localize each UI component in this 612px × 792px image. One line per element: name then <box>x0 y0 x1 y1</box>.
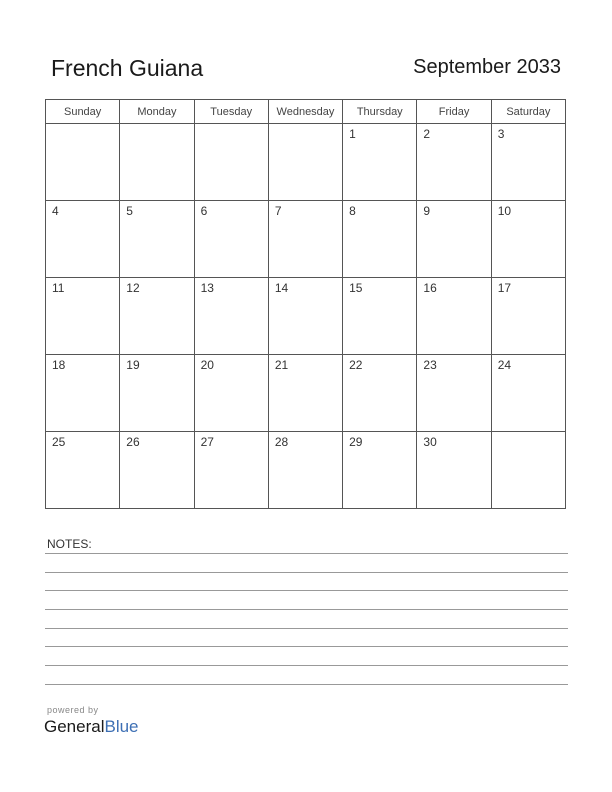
day-number: 12 <box>126 281 140 295</box>
day-cell <box>343 278 417 355</box>
day-cell <box>491 124 565 201</box>
day-cell <box>491 432 565 509</box>
day-number: 20 <box>200 358 214 372</box>
day-number: 7 <box>274 204 282 218</box>
day-number: 10 <box>497 204 512 218</box>
day-cell <box>46 124 120 201</box>
week-row <box>46 432 566 509</box>
day-cell <box>120 355 194 432</box>
day-number: 21 <box>274 358 289 372</box>
day-number: 26 <box>126 435 140 449</box>
day-number: 24 <box>497 358 512 372</box>
day-cell <box>120 432 194 509</box>
day-cell <box>120 278 194 355</box>
day-cell <box>343 432 417 509</box>
day-number: 14 <box>274 281 289 295</box>
note-line <box>45 628 568 629</box>
day-cell <box>194 355 268 432</box>
note-line <box>45 572 568 573</box>
day-number: 28 <box>274 435 289 449</box>
powered-by-text: powered by <box>47 705 99 715</box>
day-cell <box>120 124 194 201</box>
day-number: 29 <box>349 435 363 449</box>
day-cell <box>194 201 268 278</box>
note-line <box>45 665 568 666</box>
week-row <box>46 278 566 355</box>
weekday-monday: Monday <box>120 100 194 124</box>
day-number: 17 <box>497 281 512 295</box>
day-number: 13 <box>200 281 214 295</box>
note-line <box>45 646 568 647</box>
day-cell <box>268 355 342 432</box>
day-cell <box>268 124 342 201</box>
note-line <box>45 609 568 610</box>
weekday-thursday: Thursday <box>343 100 417 124</box>
weekday-tuesday: Tuesday <box>194 100 268 124</box>
day-number: 9 <box>423 204 431 218</box>
day-cell <box>417 432 491 509</box>
day-cell <box>417 355 491 432</box>
region-title: French Guiana <box>51 55 204 81</box>
day-cell <box>46 355 120 432</box>
week-row <box>46 201 566 278</box>
note-line <box>45 553 568 554</box>
day-number: 8 <box>349 204 356 218</box>
day-cell <box>491 355 565 432</box>
day-cell <box>120 201 194 278</box>
day-cell <box>343 355 417 432</box>
day-cell <box>417 201 491 278</box>
note-line <box>45 590 568 591</box>
day-number: 2 <box>423 127 431 141</box>
day-cell <box>46 278 120 355</box>
weekday-sunday: Sunday <box>46 100 120 124</box>
calendar-grid <box>45 99 566 509</box>
brand-blue: Blue <box>104 717 139 736</box>
day-cell <box>343 124 417 201</box>
day-cell <box>268 432 342 509</box>
day-cell <box>268 278 342 355</box>
day-cell <box>491 278 565 355</box>
month-year-title: September 2033 <box>413 56 561 78</box>
day-cell <box>194 124 268 201</box>
day-number: 22 <box>349 358 363 372</box>
day-number: 27 <box>200 435 214 449</box>
day-number: 18 <box>52 358 66 372</box>
day-number: 16 <box>423 281 437 295</box>
week-row <box>46 124 566 201</box>
day-cell <box>46 432 120 509</box>
day-number: 5 <box>126 204 133 218</box>
day-number: 30 <box>423 435 437 449</box>
brand-general: General <box>44 717 105 736</box>
day-number: 25 <box>52 435 66 449</box>
day-number: 4 <box>52 204 59 218</box>
day-cell <box>417 278 491 355</box>
day-cell <box>46 201 120 278</box>
day-cell <box>343 201 417 278</box>
day-number: 6 <box>200 204 208 218</box>
weekday-header-row <box>46 100 566 124</box>
day-cell <box>268 201 342 278</box>
day-number: 19 <box>126 358 140 372</box>
day-cell <box>194 278 268 355</box>
day-cell <box>417 124 491 201</box>
note-line <box>45 684 568 685</box>
weekday-friday: Friday <box>417 100 491 124</box>
weekday-saturday: Saturday <box>491 100 565 124</box>
notes-label: NOTES: <box>47 537 92 551</box>
day-number: 23 <box>423 358 437 372</box>
day-number: 3 <box>497 127 505 141</box>
week-row <box>46 355 566 432</box>
weekday-wednesday: Wednesday <box>268 100 342 124</box>
day-cell <box>194 432 268 509</box>
day-number: 1 <box>349 127 356 141</box>
day-number: 11 <box>52 281 65 295</box>
generalblue-logo <box>44 717 139 737</box>
day-number: 15 <box>349 281 363 295</box>
day-cell <box>491 201 565 278</box>
